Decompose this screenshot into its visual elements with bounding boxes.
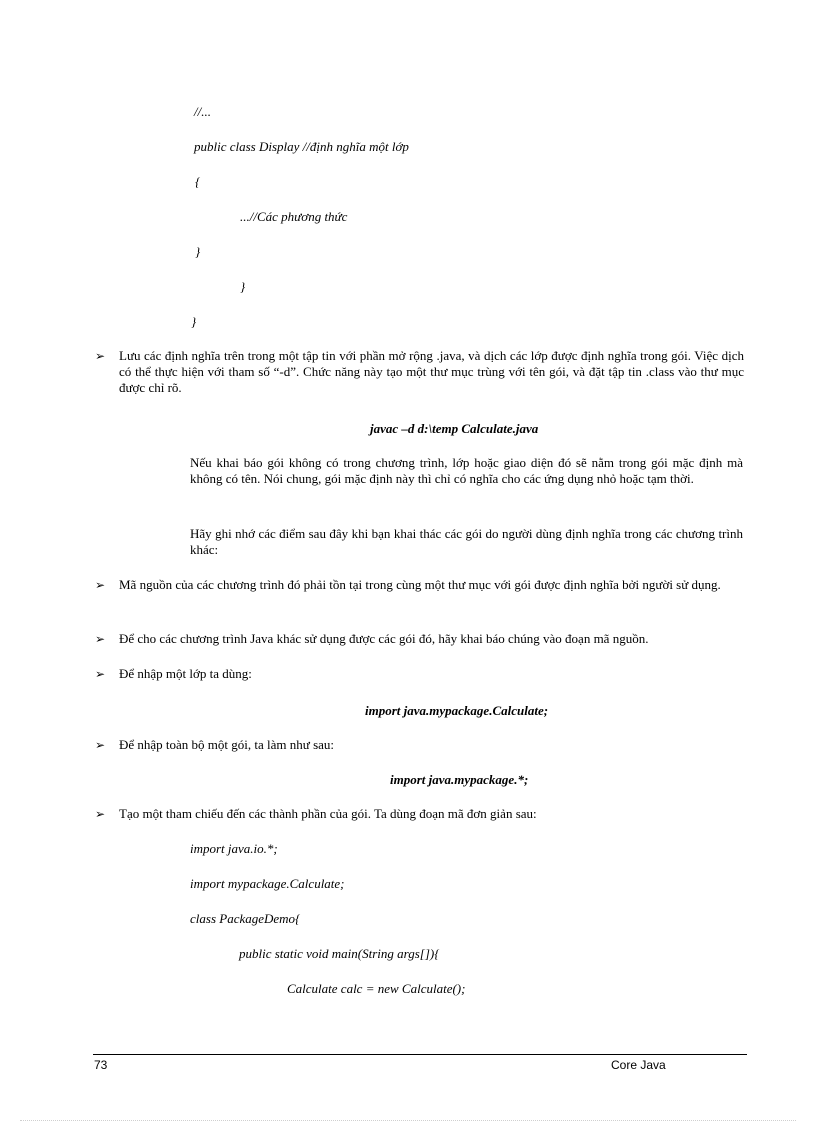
code-line-open-brace: { <box>195 174 201 189</box>
footer-rule <box>93 1054 747 1055</box>
code-line-close-brace-3: } <box>191 314 197 329</box>
javac-command: javac –d d:\temp Calculate.java <box>370 421 539 436</box>
paragraph-remember: Hãy ghi nhớ các điểm sau đây khi bạn khai thác các gói do người dùng định nghĩa trong các chương trình khác: <box>190 526 743 557</box>
code-line-import-io: import java.io.*; <box>190 841 278 856</box>
bullet-arrow-icon: ➢ <box>95 738 106 752</box>
paragraph-default-package: Nếu khai báo gói không có trong chương trình, lớp hoặc giao diện đó sẽ nằm trong gói mặc định mà không có tên. Nói chung, gói mặc định này thì chỉ có nghĩa cho các ứng dụng nhỏ hoặc tạm thời. <box>190 455 743 486</box>
code-line-class-declaration: public class Display //định nghĩa một lớp <box>194 139 409 154</box>
code-line-close-brace-2: } <box>240 279 246 294</box>
bullet-arrow-icon: ➢ <box>95 349 106 363</box>
bullet-arrow-icon: ➢ <box>95 667 106 681</box>
paragraph-import-all: Để nhập toàn bộ một gói, ta làm như sau: <box>119 737 335 752</box>
page-bottom-divider <box>20 1120 796 1121</box>
code-line-class-packagedemo: class PackageDemo{ <box>190 911 301 926</box>
bullet-arrow-icon: ➢ <box>95 578 106 592</box>
import-all-code: import java.mypackage.*; <box>390 772 529 787</box>
import-class-code: import java.mypackage.Calculate; <box>365 703 549 718</box>
paragraph-source-same-directory: Mã nguồn của các chương trình đó phải tồn tại trong cùng một thư mục với gói được định nghĩa bởi người sử dụng. <box>119 577 721 592</box>
page-number: 73 <box>94 1058 108 1072</box>
book-title: Core Java <box>611 1058 666 1072</box>
bullet-arrow-icon: ➢ <box>95 632 106 646</box>
code-line-main-method: public static void main(String args[]){ <box>239 946 440 961</box>
paragraph-save-definitions: Lưu các định nghĩa trên trong một tập tin với phần mở rộng .java, và dịch các lớp được định nghĩa trong gói. Việc dịch có thể thực hiện với tham số “-d”. Chức năng này tạo một thư mục trùng với tên gói, và đặt tập tin .class vào thư mục được chỉ rõ. <box>119 348 744 395</box>
paragraph-reference: Tạo một tham chiếu đến các thành phần của gói. Ta dùng đoạn mã đơn giản sau: <box>119 806 537 821</box>
code-line-new-calculate: Calculate calc = new Calculate(); <box>287 981 466 996</box>
bullet-arrow-icon: ➢ <box>95 807 106 821</box>
code-line-methods-comment: ...//Các phương thức <box>240 209 348 224</box>
paragraph-other-programs: Để cho các chương trình Java khác sử dụng được các gói đó, hãy khai báo chúng vào đoạn mã nguồn. <box>119 631 649 646</box>
paragraph-import-class: Để nhập một lớp ta dùng: <box>119 666 252 681</box>
code-line-import-calculate: import mypackage.Calculate; <box>190 876 345 891</box>
code-line-close-brace-1: } <box>195 244 201 259</box>
code-line-comment: //... <box>194 104 211 119</box>
